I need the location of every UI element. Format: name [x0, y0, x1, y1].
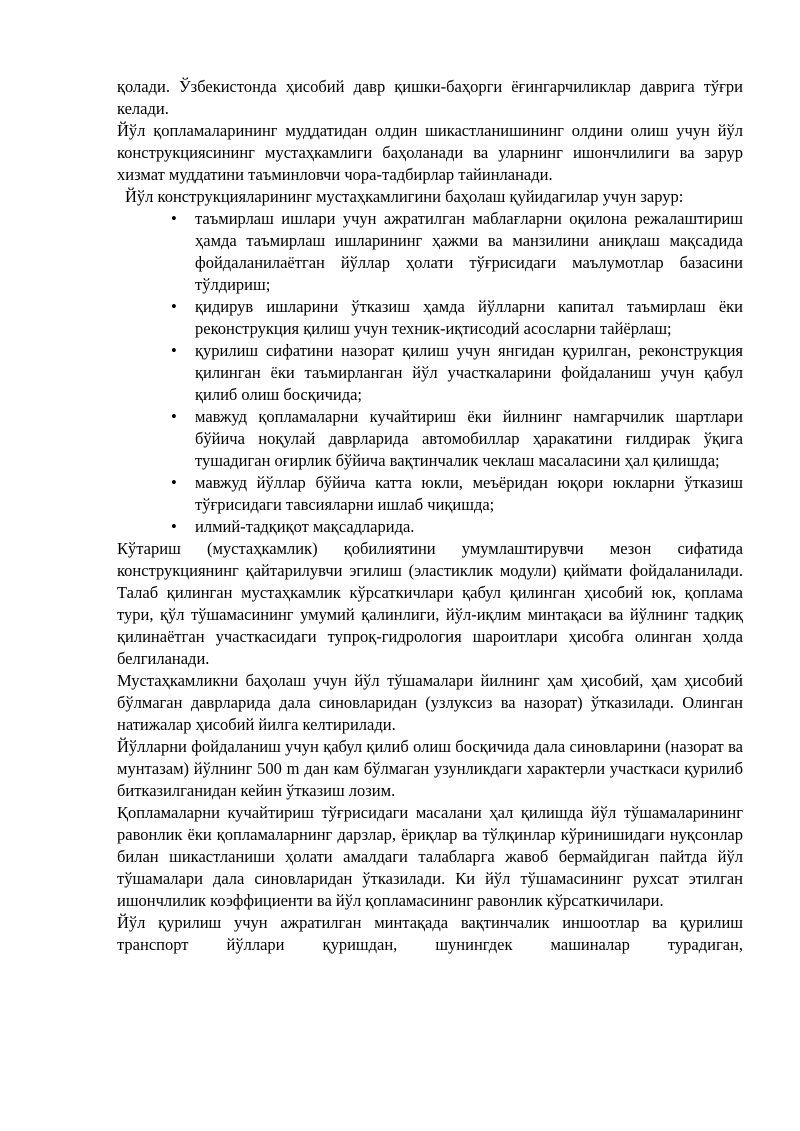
bullet-icon: •: [171, 297, 177, 316]
paragraph-list-intro: Йўл конструкцияларининг мустаҳкамлигини баҳолаш қуйидагилар учун зарур:: [125, 187, 684, 206]
bullet-icon: •: [171, 517, 177, 536]
list-item: [171, 340, 743, 406]
list-item-text: илмий-тадқиқот мақсадларида.: [195, 517, 415, 536]
list-item-text: мавжуд қопламаларни кучайтириш ёки йилнинг намгарчилик шартлари бўйича ноқулай даврларида автомобиллар ҳаракатини ғилдирак ўқига тушадиган оғирлик бўйича вақтинчалик чеклаш масаласини ҳал қилишда;: [195, 407, 743, 470]
paragraph-reinforcement: Қопламаларни кучайтириш тўғрисидаги масалани ҳал қилишда йўл тўшамаларининг равонлик ёки қопламаларнинг дарзлар, ёриқлар ва тўлқинлар кўринишидаги нуқсонлар билан шикастланиши ҳолати амалдаги талабларга жавоб бермайдиган пайтда йўл тўшамалари дала синовларидан ўтказилади. Ки йўл тўшамасининг рухсат этилган ишончлилик коэффициенти ва йўл қопламасининг равонлик кўрсаткичилари.: [117, 803, 743, 910]
paragraph-bearing-capacity: Кўтариш (мустаҳкамлик) қобилиятини умумлаштирувчи мезон сифатида конструкциянинг қайтарилувчи эгилиш (эластиклик модули) қиймати фойдаланилади. Талаб қилинган мустаҳкамлик кўрсаткичлари қабул қилинган ҳисобий юк, қоплама тури, қўл тўшамасининг умумий қалинлиги, йўл-иқлим минтақаси ва йўлнинг тадқиқ қилинаётган участкасидаги тупроқ-гидрология шароитлари ҳисобга олинган ҳолда белгиланади.: [117, 539, 743, 668]
paragraph-field-tests: Мустаҳкамликни баҳолаш учун йўл тўшамалари йилнинг ҳам ҳисобий, ҳам ҳисобий бўлмаган даврларида дала синовларидан (узлуксиз ва назорат) ўтказилади. Олинган натижалар ҳисобий йилга келтирилади.: [117, 671, 743, 734]
bullet-icon: •: [171, 209, 177, 228]
bullet-icon: •: [171, 407, 177, 426]
list-item: [171, 296, 743, 340]
list-item: [171, 208, 743, 296]
list-item: [171, 406, 743, 472]
paragraph-strength-assessment: Йўл қопламаларининг муддатидан олдин шикастланишининг олдини олиш учун йўл конструкциясининг мустаҳкамлиги баҳоланади ва уларнинг ишончлилиги ва зарур хизмат муддатини таъминловчи чора-тадбирлар тайинланади.: [117, 121, 743, 184]
list-item: [171, 472, 743, 516]
document-page: [117, 76, 743, 956]
paragraph-construction-zone: Йўл қурилиш учун ажратилган минтақада вақтинчалик иншоотлар ва қурилиш транспорт йўллари қуришдан, шунингдек машиналар турадиган,: [117, 913, 743, 954]
list-item-text: таъмирлаш ишлари учун ажратилган маблағларни оқилона режалаштириш ҳамда таъмирлаш ишларининг ҳажми ва манзилини аниқлаш мақсадида фойдаланилаётган йўллар ҳолати тўғрисидаги маълумотлар базасини тўлдириш;: [195, 209, 743, 294]
list-item-text: мавжуд йўллар бўйича катта юкли, меъёридан юқори юкларни ўтказиш тўғрисидаги тавсияларни ишлаб чиқишда;: [195, 473, 743, 514]
list-item: [171, 516, 743, 538]
bullet-icon: •: [171, 341, 177, 360]
list-item-text: қурилиш сифатини назорат қилиш учун янгидан қурилган, реконструкция қилинган ёки таъмирланган йўл участкаларини фойдаланиш учун қабул қилиб олиш босқичида;: [195, 341, 743, 404]
paragraph-acceptance-stage: Йўлларни фойдаланиш учун қабул қилиб олиш босқичида дала синовларини (назорат ва мунтазам) йўлнинг 500 m дан кам бўлмаган узунликдаги характерли участкаси қурилиб битказилганидан кейин ўтказиш лозим.: [117, 737, 743, 800]
bullet-list: [117, 208, 743, 538]
paragraph-continuation: қолади. Ўзбекистонда ҳисобий давр қишки-баҳорги ёғингарчиликлар даврига тўғри келади.: [117, 77, 743, 118]
bullet-icon: •: [171, 473, 177, 492]
list-item-text: қидирув ишларини ўтказиш ҳамда йўлларни капитал таъмирлаш ёки реконструкция қилиш учун техник-иқтисодий асосларни тайёрлаш;: [195, 297, 743, 338]
